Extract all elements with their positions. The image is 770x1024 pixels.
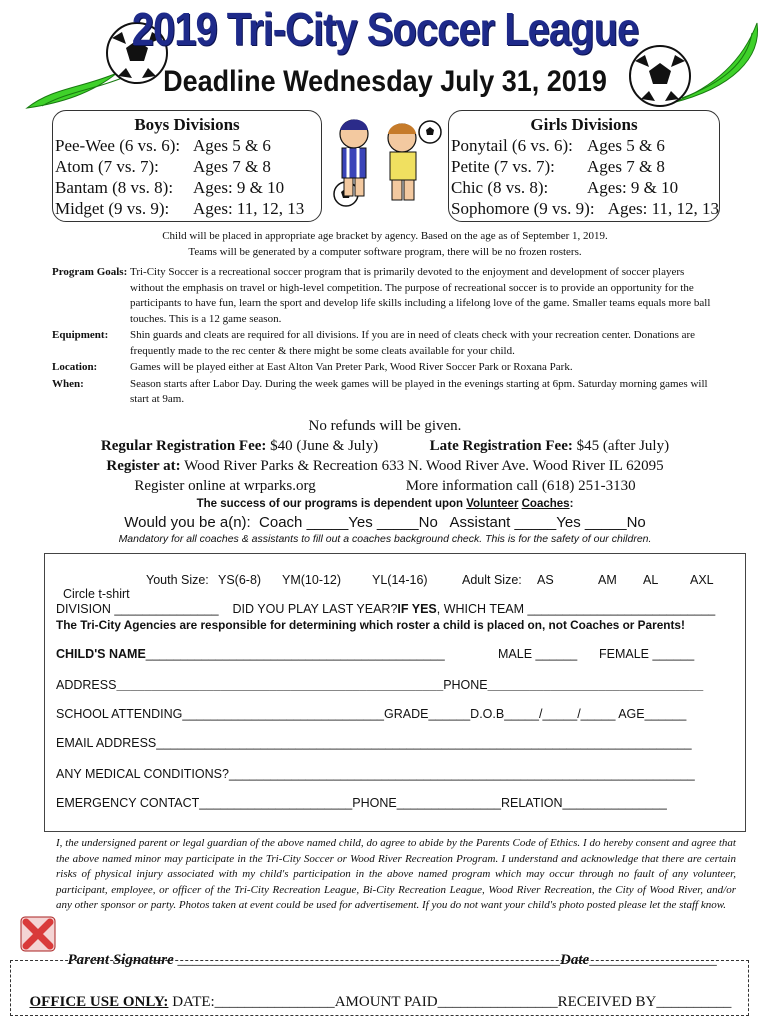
- deadline-heading: Deadline Wednesday July 31, 2019: [163, 64, 607, 98]
- size-al[interactable]: AL: [643, 573, 659, 587]
- girls-division-row: Chic (8 vs. 8): Ages: 9 & 10: [451, 178, 679, 197]
- girls-division-row: Ponytail (6 vs. 6): Ages 5 & 6: [451, 136, 665, 155]
- size-axl[interactable]: AXL: [690, 573, 714, 587]
- size-ym[interactable]: YM(10-12): [282, 573, 342, 587]
- size-am[interactable]: AM: [598, 573, 617, 587]
- boys-division-row: Atom (7 vs. 7): Ages 7 & 8: [55, 157, 271, 176]
- equipment-label: Equipment:: [52, 329, 109, 341]
- equipment-text: Shin guards and cleats are required for all divisions. If you are in need of cleats check with your recreation center. Donations are frequently made to the rec center & there might be some cleats available for your child.: [130, 329, 696, 357]
- boys-division-row: Pee-Wee (6 vs. 6): Ages 5 & 6: [55, 136, 271, 155]
- kids-cartoon-icon: [324, 112, 446, 212]
- signature-row[interactable]: Parent Signature ___________________________________________________Date_________________: [67, 952, 717, 968]
- location-text: Games will be played either at East Alton Van Preter Park, Wood River Soccer Park or Roxana Park.: [130, 361, 573, 373]
- address-row[interactable]: ADDRESS_______________________________________________PHONE_______________________________: [56, 678, 704, 692]
- girls-divisions-heading: Girls Divisions: [530, 115, 638, 134]
- goals-text: Tri-City Soccer is a recreational soccer program that is primarily devoted to the enjoyment and development of soccer players without the emphasis on travel or high-level competition. The purpose of recreational soccer is to provide an opportunity for the participants to have fun, learn the sport and develop life skills including a lifelong love of the game. Smaller teams equals more ball touches. This is a 12 game season.: [130, 266, 711, 325]
- register-line: Register at: Wood River Parks & Recreation 633 N. Wood River Ave. Wood River IL 62095: [106, 458, 664, 474]
- size-as[interactable]: AS: [537, 573, 554, 587]
- emergency-row[interactable]: EMERGENCY CONTACT______________________PHONE_______________RELATION_______________: [56, 796, 667, 810]
- boys-division-row: Bantam (8 vs. 8): Ages: 9 & 10: [55, 178, 285, 197]
- fees-section: [0, 416, 770, 496]
- location-label: Location:: [52, 361, 98, 373]
- boys-divisions-heading: Boys Divisions: [134, 115, 240, 134]
- online-line: Register online at wrparks.org More information call (618) 251-3130: [134, 478, 636, 494]
- legal-consent: I, the undersigned parent or legal guardian of the above named child, do agree to abide by the Parents Code of Ethics. I do hereby consent and agree that the above named minor may participate in the Tri-City Soccer or Wood River Recreation Program. I understand and acknowledge that there are certain risks of physical injury associated with my child's participation in the above named program which may occur through no fault of any volunteer, participant, employee, or officer of the Tri-City Recreation League, Bi-City Recreation League, Wood River Recreation, the City of Wood River, and/or any other sponsor or party. Photos taken at event could be used for advertisement. If you do not want your child's photo posted please let the staff know.: [56, 837, 736, 911]
- email-row[interactable]: EMAIL ADDRESS_____________________________________________________________________________: [56, 736, 692, 750]
- adult-size-label: Adult Size:: [462, 573, 522, 587]
- when-label: When:: [52, 377, 84, 390]
- size-yl[interactable]: YL(14-16): [372, 573, 428, 587]
- school-row[interactable]: SCHOOL ATTENDING_____________________________GRADE______D.O.B_____/_____/_____ AGE______: [56, 707, 687, 721]
- when-text: Season starts after Labor Day. During the week games will be played in the evenings starting at 6pm. Saturday morning games will start at 9am.: [130, 377, 708, 405]
- division-row[interactable]: DIVISION _______________ DID YOU PLAY LAST YEAR?IF YES, WHICH TEAM ___________________________: [56, 602, 716, 616]
- boys-division-row: Midget (9 vs. 9): Ages: 11, 12, 13: [55, 199, 305, 218]
- size-ys[interactable]: YS(6-8): [218, 573, 262, 587]
- placement-note: Child will be placed in appropriate age bracket by agency. Based on the age as of September 1, 2019. Teams will be generated by a computer software program, there will be no frozen rosters.: [162, 230, 608, 258]
- female-field[interactable]: FEMALE ______: [599, 647, 695, 661]
- no-refunds: No refunds will be given.: [308, 418, 462, 434]
- registration-form-box: [44, 553, 746, 832]
- volunteer-note: The success of our programs is dependent upon Volunteer Coaches:: [196, 498, 574, 510]
- program-info: [52, 265, 720, 409]
- goals-label: Program Goals:: [52, 266, 128, 278]
- red-x-icon: [20, 916, 56, 952]
- girls-division-row: Sophomore (9 vs. 9): Ages: 11, 12, 13: [451, 199, 719, 218]
- boys-divisions-box: [52, 110, 322, 222]
- coach-question: Would you be a(n): Coach _____Yes _____No Assistant _____Yes _____No: [124, 514, 646, 531]
- tshirt-row: Circle t-shirt: [62, 587, 130, 601]
- childs-name-row[interactable]: CHILD'S NAME___________________________________________: [56, 647, 445, 661]
- youth-size-label: Youth Size:: [146, 573, 209, 587]
- page-title: 2019 Tri-City Soccer League: [131, 4, 639, 56]
- fee-line: Regular Registration Fee: $40 (June & July) Late Registration Fee: $45 (after July): [100, 438, 670, 454]
- girls-divisions-box: [448, 110, 720, 222]
- girls-division-row: Petite (7 vs. 7): Ages 7 & 8: [451, 157, 665, 176]
- office-use-row: OFFICE USE ONLY: DATE:________________AMOUNT PAID________________RECEIVED BY__________: [29, 994, 732, 1010]
- male-field[interactable]: MALE ______: [498, 647, 578, 661]
- medical-row[interactable]: ANY MEDICAL CONDITIONS?___________________________________________________________________: [56, 767, 695, 781]
- agency-note: The Tri-City Agencies are responsible for determining which roster a child is placed on, not Coaches or Parents!: [56, 618, 685, 632]
- mandatory-note: Mandatory for all coaches & assistants to fill out a coaches background check. This is for the safety of our children.: [118, 533, 652, 545]
